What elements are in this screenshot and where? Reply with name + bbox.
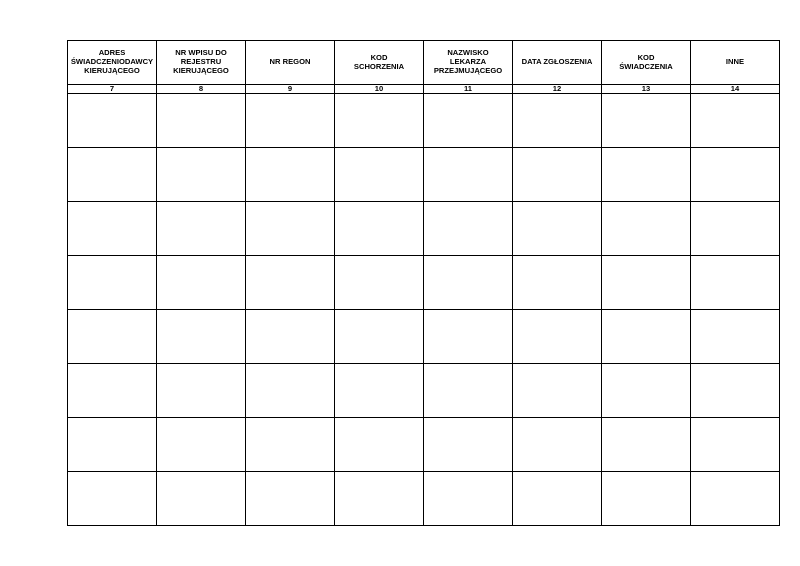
column-number: 10 (335, 85, 424, 94)
table-cell[interactable] (691, 148, 780, 202)
table-cell[interactable] (602, 256, 691, 310)
table-cell[interactable] (424, 94, 513, 148)
table-cell[interactable] (602, 310, 691, 364)
column-number: 8 (157, 85, 246, 94)
column-number: 7 (68, 85, 157, 94)
column-number: 9 (246, 85, 335, 94)
table-cell[interactable] (335, 364, 424, 418)
table-cell[interactable] (602, 472, 691, 526)
table-cell[interactable] (157, 310, 246, 364)
table-cell[interactable] (602, 364, 691, 418)
table-cell[interactable] (335, 256, 424, 310)
table-cell[interactable] (602, 148, 691, 202)
table-cell[interactable] (157, 202, 246, 256)
table-cell[interactable] (691, 94, 780, 148)
table-cell[interactable] (335, 310, 424, 364)
table-cell[interactable] (157, 418, 246, 472)
table-cell[interactable] (513, 148, 602, 202)
table-row (68, 256, 780, 310)
header-kod-swiadczenia: KOD ŚWIADCZENIA (602, 41, 691, 85)
table-cell[interactable] (424, 256, 513, 310)
header-adres-swiadczeniodawcy: ADRES ŚWIADCZENIODAWCY KIERUJĄCEGO (68, 41, 157, 85)
table-cell[interactable] (68, 418, 157, 472)
table-cell[interactable] (157, 148, 246, 202)
table-cell[interactable] (157, 364, 246, 418)
header-nr-regon: NR REGON (246, 41, 335, 85)
table-body (68, 94, 780, 526)
table-cell[interactable] (68, 364, 157, 418)
table-cell[interactable] (691, 202, 780, 256)
table-cell[interactable] (68, 148, 157, 202)
table-cell[interactable] (335, 418, 424, 472)
column-number: 11 (424, 85, 513, 94)
table-row (68, 202, 780, 256)
table-row (68, 472, 780, 526)
table-row (68, 310, 780, 364)
table-cell[interactable] (424, 310, 513, 364)
column-number: 13 (602, 85, 691, 94)
table-cell[interactable] (424, 148, 513, 202)
table-cell[interactable] (513, 256, 602, 310)
table-cell[interactable] (424, 418, 513, 472)
table-cell[interactable] (424, 202, 513, 256)
table-cell[interactable] (691, 418, 780, 472)
table-cell[interactable] (157, 472, 246, 526)
table-cell[interactable] (68, 310, 157, 364)
table-cell[interactable] (513, 202, 602, 256)
table-cell[interactable] (513, 94, 602, 148)
table-cell[interactable] (246, 202, 335, 256)
table-cell[interactable] (335, 94, 424, 148)
table-cell[interactable] (602, 202, 691, 256)
header-nr-wpisu: NR WPISU DO REJESTRU KIERUJĄCEGO (157, 41, 246, 85)
table-cell[interactable] (513, 472, 602, 526)
table-cell[interactable] (424, 364, 513, 418)
table-cell[interactable] (157, 94, 246, 148)
table-cell[interactable] (246, 364, 335, 418)
table-row (68, 94, 780, 148)
table-cell[interactable] (602, 418, 691, 472)
table-cell[interactable] (691, 472, 780, 526)
table-cell[interactable] (335, 202, 424, 256)
table-cell[interactable] (68, 472, 157, 526)
table-cell[interactable] (246, 256, 335, 310)
header-kod-schorzenia: KOD SCHORZENIA (335, 41, 424, 85)
table-cell[interactable] (335, 472, 424, 526)
table-cell[interactable] (68, 202, 157, 256)
table-cell[interactable] (246, 472, 335, 526)
column-number-row (68, 85, 780, 94)
table-cell[interactable] (246, 148, 335, 202)
table-cell[interactable] (68, 256, 157, 310)
table-cell[interactable] (424, 472, 513, 526)
table-cell[interactable] (513, 310, 602, 364)
header-data-zgloszenia: DATA ZGŁOSZENIA (513, 41, 602, 85)
column-number: 12 (513, 85, 602, 94)
table-cell[interactable] (691, 256, 780, 310)
register-table (67, 40, 780, 526)
table-cell[interactable] (691, 310, 780, 364)
table-cell[interactable] (513, 364, 602, 418)
table-row (68, 364, 780, 418)
header-inne: INNE (691, 41, 780, 85)
table-cell[interactable] (246, 310, 335, 364)
column-number: 14 (691, 85, 780, 94)
table-row (68, 418, 780, 472)
header-row (68, 41, 780, 85)
table-cell[interactable] (691, 364, 780, 418)
table-cell[interactable] (246, 418, 335, 472)
table-cell[interactable] (68, 94, 157, 148)
table-cell[interactable] (157, 256, 246, 310)
header-nazwisko-lekarza: NAZWISKO LEKARZA PRZEJMUJĄCEGO (424, 41, 513, 85)
table-cell[interactable] (335, 148, 424, 202)
table-row (68, 148, 780, 202)
table-cell[interactable] (246, 94, 335, 148)
table-cell[interactable] (602, 94, 691, 148)
table-cell[interactable] (513, 418, 602, 472)
